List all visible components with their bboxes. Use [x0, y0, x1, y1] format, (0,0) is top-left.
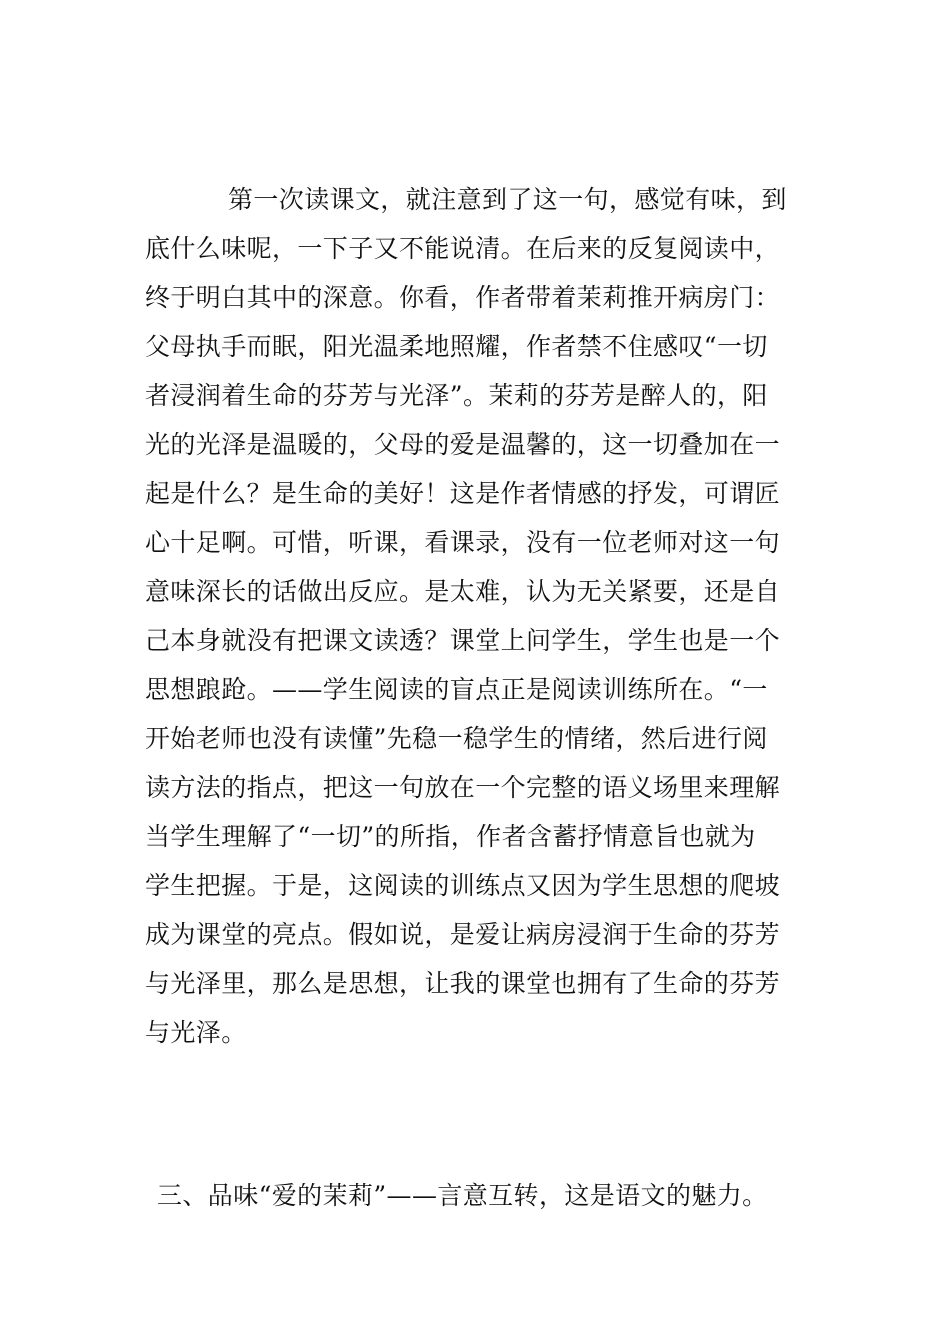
paragraph-line: 与光泽。: [145, 1018, 247, 1047]
paragraph-line: 光的光泽是温暖的，父母的爱是温馨的，这一切叠加在一: [145, 430, 781, 459]
paragraph-line: 思想踉跄。——学生阅读的盲点正是阅读训练所在。“一: [145, 675, 768, 704]
paragraph-line: 第一次读课文，就注意到了这一句，感觉有味，到: [228, 185, 787, 214]
paragraph-line: 读方法的指点，把这一句放在一个完整的语义场里来理解: [145, 773, 781, 802]
paragraph-line: 心十足啊。可惜，听课，看课录，没有一位老师对这一句: [145, 528, 781, 557]
paragraph-line: 与光泽里，那么是思想，让我的课堂也拥有了生命的芬芳: [145, 969, 781, 998]
paragraph-line: 起是什么？是生命的美好！这是作者情感的抒发，可谓匠: [145, 479, 781, 508]
paragraph-line: 意味深长的话做出反应。是太难，认为无关紧要，还是自: [145, 577, 781, 606]
paragraph-line: 当学生理解了“一切”的所指，作者含蓄抒情意旨也就为: [145, 822, 756, 851]
paragraph-line: 成为课堂的亮点。假如说，是爱让病房浸润于生命的芬芳: [145, 920, 781, 949]
paragraph-line: 父母执手而眠，阳光温柔地照耀，作者禁不住感叹“一切: [145, 332, 768, 361]
paragraph-line: 者浸润着生命的芬芳与光泽”。茉莉的芬芳是醉人的，阳: [145, 381, 768, 410]
paragraph-line: 学生把握。于是，这阅读的训练点又因为学生思想的爬坡: [145, 871, 781, 900]
paragraph-line: 终于明白其中的深意。你看，作者带着茉莉推开病房门：: [145, 283, 781, 312]
paragraph-line: 开始老师也没有读懂”先稳一稳学生的情绪，然后进行阅: [145, 724, 768, 753]
section-heading: 三、品味“爱的茉莉”——言意互转，这是语文的魅力。: [157, 1181, 768, 1210]
paragraph-line: 底什么味呢，一下子又不能说清。在后来的反复阅读中，: [145, 234, 781, 263]
paragraph-line: 己本身就没有把课文读透？课堂上问学生，学生也是一个: [145, 626, 781, 655]
